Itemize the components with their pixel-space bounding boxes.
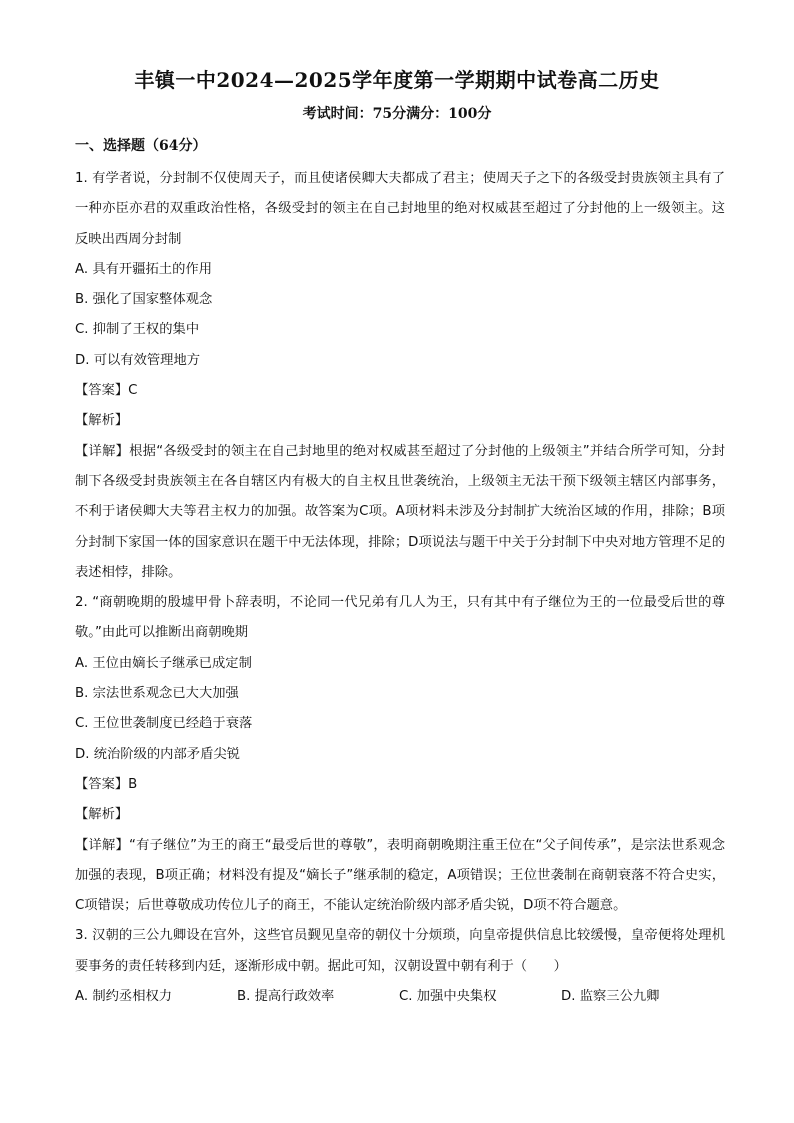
question-stem: 2. “商朝晚期的殷墟甲骨卜辞表明，不论同一代兄弟有几人为王，只有其中有子继位为王的一位最受后世的尊敬。”由此可以推断出商朝晚期 — [75, 595, 725, 641]
analysis-label: 【解析】 — [75, 413, 129, 429]
option-d: D. 监察三公九卿 — [561, 989, 660, 1005]
option-a: A. 制约丞相权力 — [75, 989, 173, 1005]
options-row — [75, 982, 725, 1012]
option-b: B. 宗法世系观念已大大加强 — [75, 686, 239, 702]
detail-explanation: 【详解】“有子继位”为王的商王“最受后世的尊敬”，表明商朝晚期注重王位在“父子间传承”，是宗法世系观念加强的表现，B项正确；材料没有提及“嫡长子”继承制的稳定，A项错误；王位世袭制在商朝衰落不符合史实，C项错误；后世尊敬成功传位儿子的商王，不能认定统治阶级内部矛盾尖锐，D项不符合题意。 — [75, 837, 725, 914]
option-d: D. 统治阶级的内部矛盾尖锐 — [75, 746, 240, 762]
option-c: C. 抑制了王权的集中 — [75, 322, 200, 338]
section-heading: 一、选择题（64分） — [75, 138, 207, 154]
option-b: B. 提高行政效率 — [237, 989, 335, 1005]
question-3 — [75, 921, 725, 1012]
option-d: D. 可以有效管理地方 — [75, 352, 201, 368]
question-stem: 3. 汉朝的三公九卿设在宫外，这些官员觐见皇帝的朝仪十分烦琐，向皇帝提供信息比较缓慢，皇帝便将处理机要事务的责任转移到内廷，逐渐形成中朝。据此可知，汉朝设置中朝有利于（ ） — [75, 928, 725, 974]
answer-label: 【答案】B — [75, 776, 138, 792]
option-c: C. 加强中央集权 — [399, 989, 497, 1005]
question-list — [75, 164, 725, 1012]
detail-explanation: 【详解】根据“各级受封的领主在自己封地里的绝对权威甚至超过了分封他的上级领主”并结合所学可知，分封制下各级受封贵族领主在各自辖区内有极大的自主权且世袭统治，上级领主无法干预下级领主辖区内部事务，不利于诸侯卿大夫等君主权力的加强。故答案为C项。A项材料未涉及分封制扩大统治区域的作用，排除；B项分封制下家国一体的国家意识在题干中无法体现，排除；D项说法与题干中关于分封制下中央对地方管理不足的表述相悖，排除。 — [75, 443, 725, 580]
analysis-label: 【解析】 — [75, 807, 129, 823]
option-a: A. 王位由嫡长子继承已成定制 — [75, 655, 252, 671]
question-stem: 1. 有学者说，分封制不仅使周天子，而且使诸侯卿大夫都成了君主；使周天子之下的各级受封贵族领主具有了一种亦臣亦君的双重政治性格，各级受封的领主在自己封地里的绝对权威甚至超过了分封他的上一级领主。这反映出西周分封制 — [75, 171, 725, 247]
option-a: A. 具有开疆拓土的作用 — [75, 261, 212, 277]
page-title: 丰镇一中2024—2025学年度第一学期期中试卷高二历史 — [134, 68, 660, 92]
question-2 — [75, 588, 725, 921]
exam-info: 考试时间：75分满分：100分 — [302, 106, 492, 122]
option-c: C. 王位世袭制度已经趋于衰落 — [75, 716, 253, 732]
option-b: B. 强化了国家整体观念 — [75, 292, 213, 308]
question-1 — [75, 164, 725, 588]
answer-label: 【答案】C — [75, 383, 138, 399]
